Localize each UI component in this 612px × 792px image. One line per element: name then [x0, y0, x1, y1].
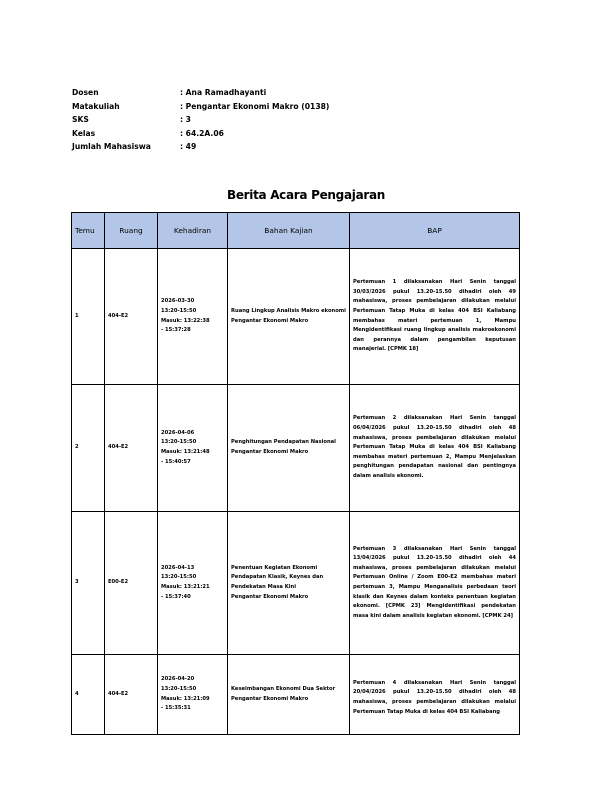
bahan-topic: Keseimbangan Ekonomi Dua Sektor	[231, 685, 336, 692]
bahan-course: Pengantar Ekonomi Makro	[231, 695, 309, 702]
bahan-kajian-cell	[228, 385, 350, 512]
column-header-bap: BAP	[350, 213, 520, 249]
bahan-course: Pengantar Ekonomi Makro	[231, 593, 309, 600]
column-header-temu: Temu	[72, 213, 105, 249]
page-title: Berita Acara Pengajaran	[226, 188, 386, 202]
info-label: Dosen	[72, 88, 99, 98]
bap-cell: Pertemuan 1 dilaksanakan Hari Senin tanggal 30/03/2026 pukul 13.20-15.50 dihadiri oleh 49 mahasiswa, proses pembelajaran dilakukan melalui Pertemuan Tatap Muka di kelas 404 BSI Kaliabang membahas materi pertemuan 1, Mampu Mengidentifikasi ruang lingkup analisis makroekonomi dan perannya dalam pengambilan keputusan manajerial. [CPMK 18]	[350, 249, 520, 385]
info-value: : 49	[180, 142, 197, 152]
kehadiran-date: 2026-03-30	[161, 298, 195, 305]
kehadiran-masuk: Masuk: 13:21:09	[161, 695, 210, 702]
kehadiran-cell	[158, 512, 228, 655]
bahan-topic: Penentuan Kegiatan Ekonomi Pendapatan Klasik, Keynes dan Pendekatan Masa Kini	[231, 564, 324, 590]
info-row-dosen	[72, 86, 329, 100]
bahan-kajian-cell	[228, 249, 350, 385]
column-header-bahan-kajian: Bahan Kajian	[228, 213, 350, 249]
kehadiran-schedule: 13:20-15:50	[161, 439, 197, 446]
table-row	[72, 385, 520, 512]
bahan-topic: Ruang Lingkup Analisis Makro ekonomi	[231, 307, 346, 314]
info-label: Kelas	[72, 128, 96, 138]
ruang-cell: 404-E2	[105, 655, 158, 735]
info-row-kelas	[72, 127, 329, 141]
kehadiran-schedule: 13:20-15:50	[161, 685, 197, 692]
bahan-course: Pengantar Ekonomi Makro	[231, 449, 309, 455]
bap-cell	[350, 655, 520, 735]
bap-text: Pertemuan 4 dilaksanakan Hari Senin tanggal 20/04/2026 pukul 13.20-15.50 dihadiri oleh 48 mahasiswa, proses pembelajaran dilakukan melalui Pertemuan Tatap Muka di kelas 404 BSI Kaliabang	[353, 679, 516, 715]
ruang-cell: 404-E2	[105, 385, 158, 512]
info-label: Jumlah Mahasiswa	[72, 142, 151, 152]
column-header-kehadiran: Kehadiran	[158, 213, 228, 249]
kehadiran-masuk: Masuk: 13:21:48	[161, 449, 210, 455]
info-value: : Pengantar Ekonomi Makro (0138)	[180, 101, 330, 111]
ruang-cell: 404-E2	[105, 249, 158, 385]
bap-table	[71, 212, 520, 735]
info-row-sks	[72, 113, 329, 127]
table-row	[72, 512, 520, 655]
info-row-matakuliah	[72, 100, 329, 114]
info-value: : 64.2A.06	[180, 128, 224, 138]
kehadiran-keluar: - 15:40:57	[161, 458, 191, 465]
kehadiran-date: 2026-04-20	[161, 676, 195, 683]
kehadiran-masuk: Masuk: 13:21:21	[161, 584, 210, 590]
kehadiran-cell	[158, 655, 228, 735]
ruang-cell: E00-E2	[105, 512, 158, 655]
temu-cell: 3	[72, 512, 105, 655]
bahan-topic: Penghitungan Pendapatan Nasional	[231, 439, 336, 446]
kehadiran-keluar: - 15:35:31	[161, 705, 191, 712]
temu-cell: 4	[72, 655, 105, 735]
table-row	[72, 655, 520, 735]
column-header-ruang: Ruang	[105, 213, 158, 249]
bap-cell: Pertemuan 2 dilaksanakan Hari Senin tanggal 06/04/2026 pukul 13.20-15.50 dihadiri oleh 48 mahasiswa, proses pembelajaran dilakukan melalui Pertemuan Tatap Muka di kelas 404 BSI Kaliabang membahas materi pertemuan 2, Mampu Menjelaskan penghitungan pendapatan nasional dan pentingnya dalam analisis ekonomi.	[350, 385, 520, 512]
table-header-row	[72, 213, 520, 249]
bap-cell: Pertemuan 3 dilaksanakan Hari Senin tanggal 13/04/2026 pukul 13.20-15.50 dihadiri oleh 44 mahasiswa, proses pembelajaran dilakukan melalui Pertemuan Online / Zoom E00-E2 membahas materi pertemuan 3, Mampu Menganalisis perbedaan teori klasik dan Keynes dalam konteks penentuan kegiatan ekonomi. [CPMK 23] Mengidentifikasi pendekatan masa kini dalam analisis kegiatan ekonomi. [CPMK 24]	[350, 512, 520, 655]
info-label: Matakuliah	[72, 101, 120, 111]
info-row-jumlah-mahasiswa	[72, 140, 329, 154]
bahan-course: Pengantar Ekonomi Makro	[231, 317, 309, 324]
kehadiran-cell	[158, 249, 228, 385]
kehadiran-masuk: Masuk: 13:22:38	[161, 317, 210, 324]
temu-cell: 2	[72, 385, 105, 512]
kehadiran-schedule: 13:20-15:50	[161, 307, 197, 314]
course-info	[72, 86, 329, 154]
kehadiran-date: 2026-04-06	[161, 429, 195, 436]
info-value: : 3	[180, 115, 191, 125]
info-value: : Ana Ramadhayanti	[180, 88, 267, 98]
bahan-kajian-cell	[228, 655, 350, 735]
temu-cell: 1	[72, 249, 105, 385]
kehadiran-keluar: - 15:37:28	[161, 327, 191, 334]
kehadiran-keluar: - 15:37:40	[161, 593, 191, 600]
kehadiran-cell	[158, 385, 228, 512]
info-label: SKS	[72, 115, 89, 125]
kehadiran-date: 2026-04-13	[161, 564, 195, 571]
table-row	[72, 249, 520, 385]
kehadiran-schedule: 13:20-15:50	[161, 574, 197, 581]
bahan-kajian-cell	[228, 512, 350, 655]
